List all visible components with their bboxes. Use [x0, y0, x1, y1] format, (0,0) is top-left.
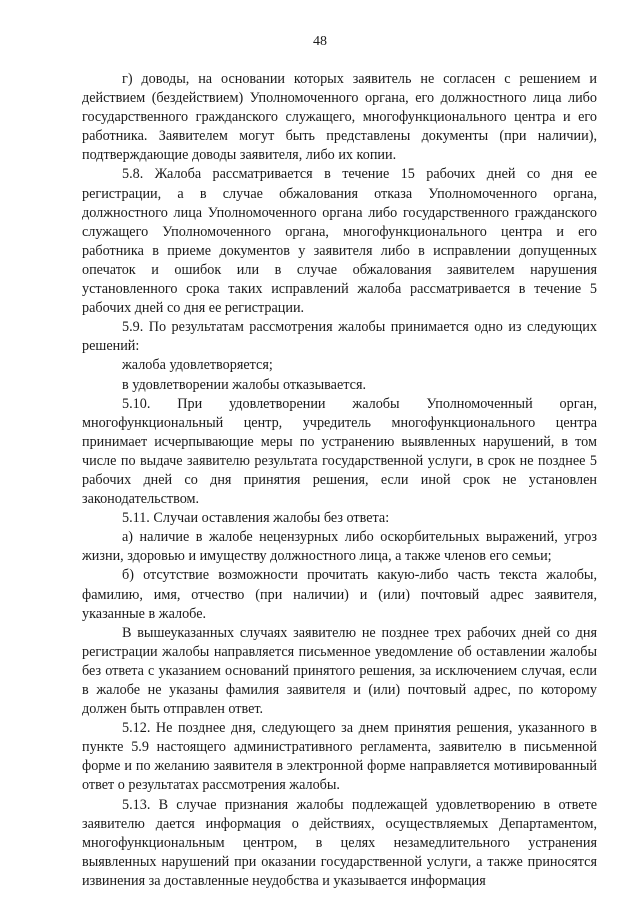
paragraph-decision-satisfied: жалоба удовлетворяется;	[122, 357, 273, 374]
paragraph-5-10-satisfaction-measures: 5.10. При удовлетворении жалобы Уполномоченный орган, многофункциональный центр, учредитель многофункционального центра принимает исчерпывающие меры по устранению выявленных нарушений, в том числе по выдаче заявителю результата государственной услуги, в срок не позднее 5 рабочих дней со дня принятия решения, если иной срок не установлен законодательством.	[82, 395, 597, 508]
paragraph-decision-refused: в удовлетворении жалобы отказывается.	[122, 376, 367, 393]
page-number: 48	[313, 34, 327, 49]
paragraph-case-b-unreadable: б) отсутствие возможности прочитать какую-либо часть текста жалобы, фамилию, имя, отчество (при наличии) и (или) почтовый адрес заявителя, указанные в жалобе.	[82, 567, 597, 622]
paragraph-5-11-no-answer-cases: 5.11. Случаи оставления жалобы без ответа:	[122, 510, 390, 527]
paragraph-complaint-arguments: г) доводы, на основании которых заявитель не согласен с решением и действием (бездействием) Уполномоченного органа, его должностного лица либо государственного гражданского служащего, многофункционального центра и его работника. Заявителем могут быть представлены документы (при наличии), подтверждающие доводы заявителя, либо их копии.	[82, 71, 597, 164]
document-body	[82, 70, 597, 891]
paragraph-5-8-review-term: 5.8. Жалоба рассматривается в течение 15 рабочих дней со дня ее регистрации, а в случае обжалования отказа Уполномоченного органа, должностного лица Уполномоченного органа либо государственного гражданского служащего Уполномоченного органа, многофункционального центра и его работника в приеме документов у заявителя либо в исправлении допущенных опечаток и ошибок или в случае обжалования заявителем нарушения установленного срока таких исправлений жалоба рассматривается в течение 5 рабочих дней со дня ее регистрации.	[82, 166, 597, 317]
paragraph-notification: В вышеуказанных случаях заявителю не позднее трех рабочих дней со дня регистрации жалобы направляется письменное уведомление об оставлении жалобы без ответа с указанием оснований принятого решения, за исключением случая, если в жалобе не указаны фамилия заявителя и (или) почтовый адрес, по которому должен быть отправлен ответ.	[82, 624, 597, 718]
paragraph-case-a-obscene: а) наличие в жалобе нецензурных либо оскорбительных выражений, угроз жизни, здоровью и имуществу должностного лица, а также членов его семьи;	[82, 529, 597, 565]
paragraph-5-12-reasoned-answer: 5.12. Не позднее дня, следующего за днем принятия решения, указанного в пункте 5.9 настоящего административного регламента, заявителю в письменной форме и по желанию заявителя в электронной форме направляется мотивированный ответ о результатах рассмотрения жалобы.	[82, 720, 597, 794]
paragraph-5-13-satisfied-answer: 5.13. В случае признания жалобы подлежащей удовлетворению в ответе заявителю дается информация о действиях, осуществляемых Департаментом, многофункциональным центром, в целях незамедлительного устранения выявленных нарушений при оказании государственной услуги, а также приносятся извинения за доставленные неудобства и указывается информация	[82, 796, 597, 889]
paragraph-5-9-decisions: 5.9. По результатам рассмотрения жалобы принимается одно из следующих решений:	[82, 319, 597, 355]
